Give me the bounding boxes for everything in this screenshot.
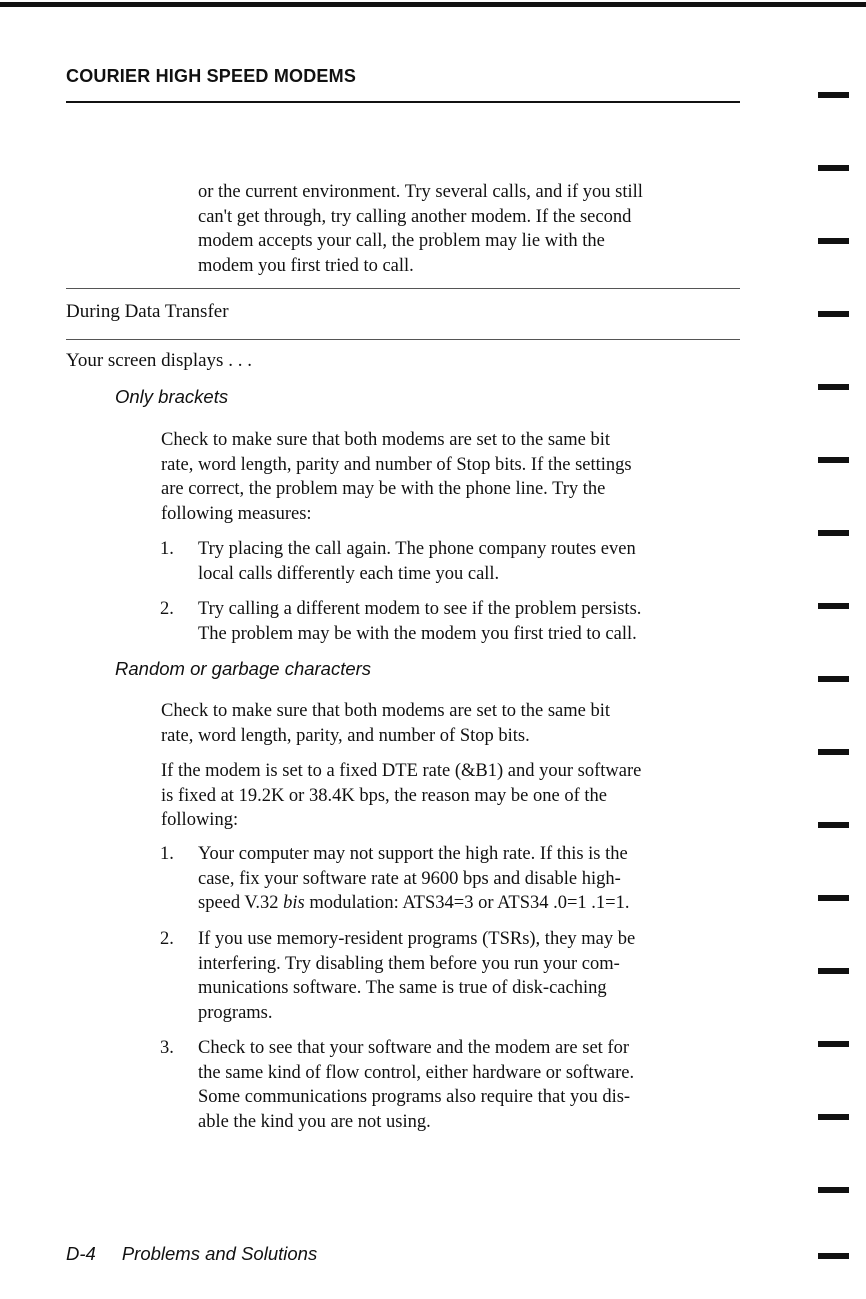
edge-mark [818,165,849,171]
edge-mark [818,1114,849,1120]
edge-mark [818,749,849,755]
chapter-title: Problems and Solutions [121,1243,318,1264]
subheading-only-brackets: Only brackets [115,386,229,407]
header-rule [66,101,740,103]
list-item-line-with-italic: speed V.32 bis modulation: ATS34=3 or ATS34 .0=1 .1=1. [198,893,630,913]
list-item: Check to see that your software and the modem are set for the same kind of flow control, either hardware or software. Some communications programs also require that you dis- able the kind you are not using. [198,1038,635,1132]
list-item: Try calling a different modem to see if the problem persists. The problem may be with the modem you first tried to call. [198,599,642,644]
page-number: D-4 [66,1243,96,1264]
edge-mark [818,238,849,244]
only-brackets-paragraph: Check to make sure that both modems are set to the same bit rate, word length, parity and number of Stop bits. If the settings are correct, the problem may be with the phone line. Try the following measures: [161,430,632,524]
edge-mark [818,1041,849,1047]
edge-mark [818,384,849,390]
edge-mark [818,603,849,609]
list-item: Your computer may not support the high rate. If this is the case, fix your software rate at 9600 bps and disable high- speed V.32 bis modulation: ATS34=3 or ATS34 .0=1 .1=1. [198,842,630,916]
list-item-number: 3. [160,1038,174,1058]
section-rule-top [66,288,740,289]
edge-mark [818,968,849,974]
page-footer [66,1243,317,1265]
edge-mark [818,1253,849,1259]
edge-mark [818,676,849,682]
edge-mark [818,457,849,463]
random-garbage-paragraph-1: Check to make sure that both modems are set to the same bit rate, word length, parity, and number of Stop bits. [161,701,611,746]
edge-mark [818,895,849,901]
subheading-random-garbage: Random or garbage characters [115,658,372,679]
list-item: Try placing the call again. The phone company routes even local calls differently each time you call. [198,539,636,584]
screen-prompt: Your screen displays . . . [66,350,252,371]
section-rule-bottom [66,339,740,340]
list-item-number: 2. [160,929,174,949]
running-header: COURIER HIGH SPEED MODEMS [66,66,357,86]
edge-mark [818,530,849,536]
random-garbage-paragraph-2: If the modem is set to a fixed DTE rate (&B1) and your software is fixed at 19.2K or 38.4K bps, the reason may be one of the following: [161,761,642,830]
list-item: If you use memory-resident programs (TSRs), they may be interfering. Try disabling them before you run your com- munications software. The same is true of disk-caching programs. [198,929,636,1023]
intro-paragraph: or the current environment. Try several calls, and if you still can't get through, try calling another modem. If the second modem accepts your call, the problem may lie with the modem you first tried to call. [198,182,643,276]
edge-mark [818,822,849,828]
list-item-number: 2. [160,599,174,619]
section-title: During Data Transfer [66,301,229,322]
edge-mark [818,311,849,317]
edge-mark [818,92,849,98]
edge-mark [818,1187,849,1193]
list-item-number: 1. [160,844,174,864]
top-border [0,2,866,7]
list-item-number: 1. [160,539,174,559]
